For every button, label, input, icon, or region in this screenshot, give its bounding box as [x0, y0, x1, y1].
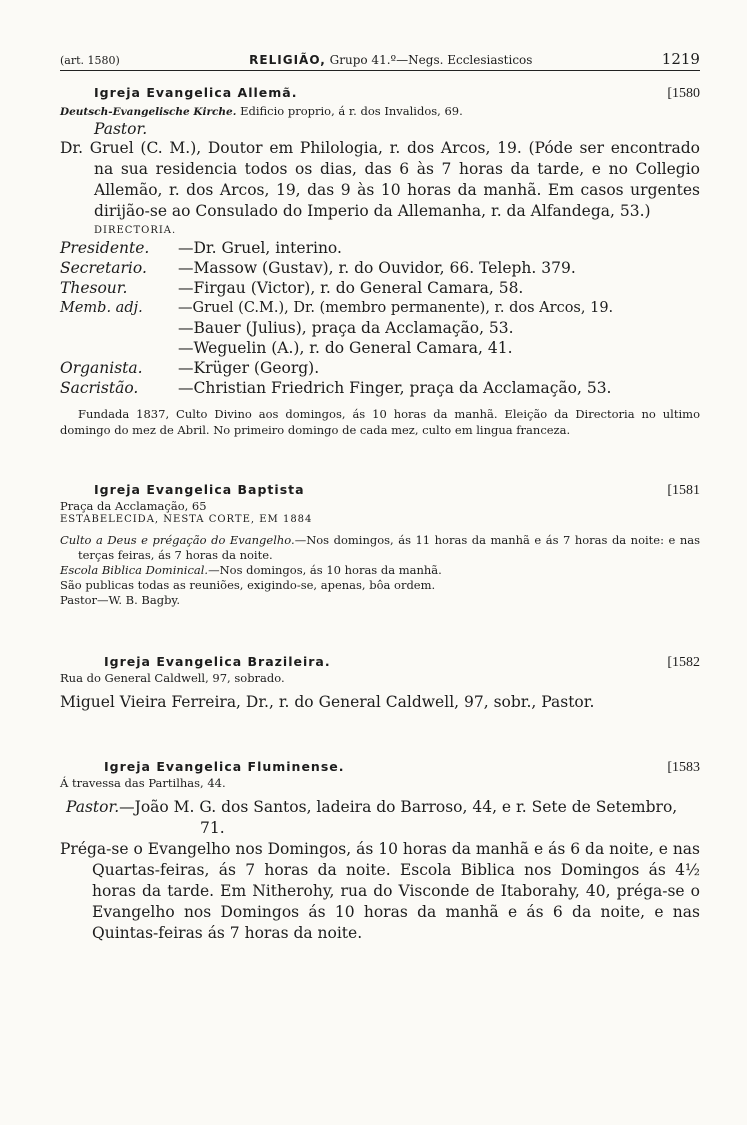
- preaching-text: Préga-se o Evangelho nos Domingos, ás 10 horas da manhã e ás 6 da noite, e nas Quartas-feiras, ás 7 horas da noite. Escola Biblica nos Domingos ás 4½ horas da tarde. Em Nitherohy, rua do Visconde de Itaborahy, 40, préga-se o Evangelho nos Domingos ás 10 horas da manhã e ás 6 da noite, e nas Quintas-feiras ás 7 horas da noite.: [60, 840, 700, 942]
- entry-1581: [60, 482, 700, 608]
- entry-address: Á travessa das Partilhas, 44.: [60, 776, 226, 790]
- culto-label: Culto a Deus e prégação do Evangelho.: [60, 533, 295, 547]
- section-title: RELIGIÃO,: [249, 53, 326, 67]
- public-note: São publicas todas as reuniões, exigindo-se, apenas, bôa ordem.: [60, 578, 436, 592]
- officer-row: Presidente. —Dr. Gruel, interino.: [60, 239, 342, 257]
- entry-title: Igreja Evangelica Baptista: [94, 482, 305, 497]
- culto-line: [60, 533, 700, 563]
- page-header: [60, 50, 700, 71]
- entry-title: Igreja Evangelica Brazileira.: [104, 654, 331, 669]
- entry-address: Rua do General Caldwell, 97, sobrado.: [60, 671, 285, 685]
- pastor-line: Pastor—W. B. Bagby.: [60, 593, 181, 607]
- group-title: Grupo 41.º—Negs. Ecclesiasticos: [329, 53, 533, 67]
- culto-text: —Nos domingos, ás 11 horas da manhã e ás 7 horas da noite: e nas terças feiras, ás 7 horas da noite.: [78, 533, 700, 562]
- entry-address: Praça da Acclamação, 65: [60, 499, 207, 513]
- entry-number: [1580: [667, 86, 700, 101]
- escola-line: [60, 563, 700, 578]
- officer-row: Sacristão. —Christian Friedrich Finger, praça da Acclamação, 53.: [60, 379, 612, 397]
- pastor-text: Dr. Gruel (C. M.), Doutor em Philologia, r. dos Arcos, 19. (Póde ser encontrado na sua residencia todos os dias, das 6 às 7 horas da tarde, e no Collegio Allemão, r. dos Arcos, 19, das 9 às 10 horas da manhã. Em casos urgentes dirijão-se ao Consulado do Imperio da Allemanha, r. da Alfandega, 53.): [60, 139, 700, 220]
- pastor-label: Pastor.: [94, 120, 148, 138]
- officer-row: Thesour. —Firgau (Victor), r. do General Camara, 58.: [60, 279, 524, 297]
- escola-label: Escola Biblica Dominical.: [60, 563, 209, 577]
- officer-row: Secretario. —Massow (Gustav), r. do Ouvidor, 66. Teleph. 379.: [60, 259, 576, 277]
- directory-page: [60, 50, 700, 944]
- officer-row: Organista. —Krüger (Georg).: [60, 359, 320, 377]
- entry-title: Igreja Evangelica Fluminense.: [104, 759, 345, 774]
- entry-number: [1581: [667, 483, 700, 498]
- escola-text: —Nos domingos, ás 10 horas da manhã.: [208, 563, 442, 577]
- page-number: 1219: [661, 50, 700, 68]
- officers-list: [60, 238, 700, 398]
- article-range: (art. 1580): [60, 54, 120, 67]
- entry-note: Fundada 1837, Culto Divino aos domingos, ás 10 horas da manhã. Eleição da Directoria no ultimo domingo do mez de Abril. No primeiro domingo de cada mez, culto em lingua franceza.: [60, 407, 700, 437]
- german-name: Deutsch-Evangelische Kirche.: [60, 106, 237, 118]
- entry-address: Edificio proprio, á r. dos Invalidos, 69.: [240, 104, 463, 118]
- established-line: ESTABELECIDA, NESTA CORTE, EM 1884: [60, 514, 313, 525]
- officer-row: —Weguelin (A.), r. do General Camara, 41.: [178, 339, 513, 357]
- section-heading: [249, 53, 532, 67]
- pastor-text: —João M. G. dos Santos, ladeira do Barroso, 44, e r. Sete de Setembro, 71.: [119, 798, 678, 837]
- pastor-label: Pastor.: [66, 798, 120, 816]
- officer-row: Memb. adj. —Gruel (C.M.), Dr. (membro permanente), r. dos Arcos, 19.: [60, 300, 614, 316]
- officer-row: —Bauer (Julius), praça da Acclamação, 53.: [178, 319, 514, 337]
- entry-1582: [60, 654, 700, 713]
- entry-1583: [60, 759, 700, 944]
- directory-label: DIRECTORIA.: [94, 225, 177, 236]
- entry-title: Igreja Evangelica Allemã.: [94, 85, 298, 100]
- entry-number: [1583: [667, 760, 700, 775]
- pastor-line: Miguel Vieira Ferreira, Dr., r. do General Caldwell, 97, sobr., Pastor.: [60, 693, 595, 711]
- pastor-line: [60, 797, 700, 839]
- entry-number: [1582: [667, 655, 700, 670]
- entry-1580: [60, 85, 700, 438]
